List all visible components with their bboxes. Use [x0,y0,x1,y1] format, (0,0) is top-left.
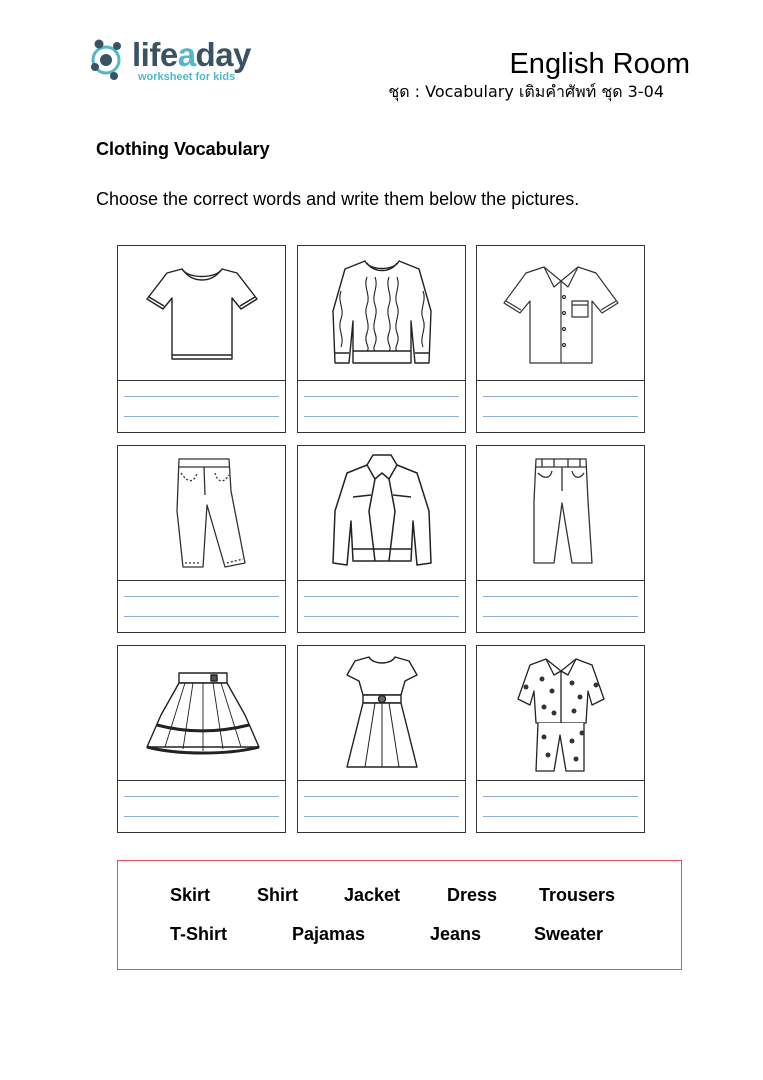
word-bank-item: Trousers [539,885,616,905]
word-bank [117,860,682,970]
word-bank-item: Shirt [257,885,299,905]
picture-card [476,645,645,833]
word-bank-item: Dress [447,885,498,905]
sweater-icon [317,251,447,376]
answer-line[interactable] [124,616,279,617]
t-shirt-icon [137,251,267,376]
word-bank-item: T-Shirt [170,924,227,944]
jeans-icon [137,451,267,576]
answer-line[interactable] [483,616,638,617]
word-bank-item: Skirt [170,885,211,905]
word-bank-item: Jeans [430,924,482,944]
answer-line[interactable] [483,596,638,597]
answer-line[interactable] [304,416,459,417]
answer-line[interactable] [304,796,459,797]
word-bank-item: Sweater [534,924,604,944]
pajamas-icon [496,651,626,776]
picture-card [297,645,466,833]
worksheet-instruction: Choose the correct words and write them below the pictures. [96,189,580,209]
answer-line[interactable] [124,396,279,397]
worksheet-heading: Clothing Vocabulary [96,139,270,159]
picture-card [297,445,466,633]
answer-line[interactable] [304,396,459,397]
answer-line[interactable] [124,816,279,817]
logo-tagline: worksheet for kids [138,71,236,83]
answer-line[interactable] [124,416,279,417]
jacket-icon [317,451,447,576]
lifeaday-logo [86,36,276,86]
dress-icon [317,651,447,776]
logo-molecule-icon [86,36,132,82]
picture-card [117,245,286,433]
answer-line[interactable] [483,816,638,817]
picture-card [117,645,286,833]
answer-line[interactable] [304,596,459,597]
picture-card [476,445,645,633]
picture-card [476,245,645,433]
logo-wordmark: lifeaday [132,36,251,73]
picture-card [117,445,286,633]
trousers-icon [496,451,626,576]
shirt-icon [496,251,626,376]
page-subtitle: ชุด : Vocabulary เติมคำศัพท์ ชุด 3-04 [388,82,664,101]
answer-line[interactable] [483,796,638,797]
answer-line[interactable] [483,416,638,417]
word-bank-item: Pajamas [292,924,366,944]
word-bank-item: Jacket [344,885,401,905]
answer-line[interactable] [304,616,459,617]
answer-line[interactable] [304,816,459,817]
answer-line[interactable] [124,796,279,797]
answer-line[interactable] [483,396,638,397]
skirt-icon [137,651,267,776]
page-title: English Room [509,48,690,80]
answer-line[interactable] [124,596,279,597]
picture-card [297,245,466,433]
